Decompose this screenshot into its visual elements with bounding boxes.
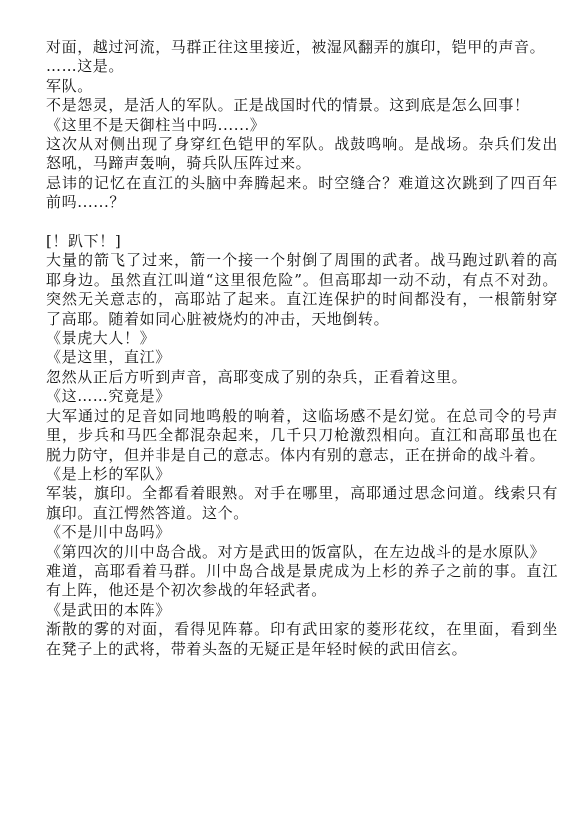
paragraph-21: 《是武田的本阵》 <box>46 600 171 619</box>
paragraph-19: 《第四次的川中岛合战。对方是武田的饭富队，在左边战斗的是水原队》 <box>46 542 546 561</box>
paragraph-20: 难道，高耶看着马群。川中岛合战是景虎成为上杉的养子之前的事。直江有上阵，他还是个初次参战的年轻武者。 <box>46 561 558 600</box>
paragraph-22: 渐散的雾的对面，看得见阵幕。印有武田家的菱形花纹，在里面，看到坐在凳子上的武将，带着头盔的无疑正是年轻时候的武田信玄。 <box>46 620 558 658</box>
paragraph-3: 军队。 <box>46 76 93 95</box>
paragraph-16: 《是上杉的军队》 <box>46 464 171 483</box>
paragraph-11: 《景虎大人！》 <box>46 329 156 348</box>
paragraph-7: 忌讳的记忆在直江的头脑中奔腾起来。时空缝合？难道这次跳到了四百年前吗......？ <box>46 173 558 212</box>
document-page <box>46 38 558 659</box>
paragraph-14: 《这……究竟是》 <box>46 387 171 406</box>
paragraph-2: ……这是。 <box>46 57 125 76</box>
blank-line <box>46 213 558 232</box>
paragraph-17: 军装，旗印。全都看着眼熟。对手在哪里，高耶通过思念问道。线索只有旗印。直江愕然答道。这个。 <box>46 484 558 522</box>
paragraph-9: [！趴下！] <box>46 232 122 251</box>
paragraph-1: 对面，越过河流，马群正往这里接近，被湿风翻弄的旗印，铠甲的声音。 <box>46 38 546 56</box>
paragraph-18: 《不是川中岛吗》 <box>46 523 171 542</box>
paragraph-6: 这次从对侧出现了身穿红色铠甲的军队。战鼓鸣响。是战场。杂兵们发出怒吼，马蹄声轰响，骑兵队压阵过来。 <box>46 135 558 173</box>
paragraph-10: 大量的箭飞了过来，箭一个接一个射倒了周围的武者。战马跑过趴着的高耶身边。虽然直江叫道“这里很危险”。但高耶却一动不动，有点不对劲。突然无关意志的，高耶站了起来。直江连保护的时间都没有，一根箭射穿了高耶。随着如同心脏被烧灼的冲击，天地倒转。 <box>46 251 558 328</box>
paragraph-4: 不是怨灵，是活人的军队。正是战国时代的情景。这到底是怎么回事！ <box>46 96 530 115</box>
paragraph-13: 忽然从正后方听到声音，高耶变成了别的杂兵，正看着这里。 <box>46 367 468 386</box>
paragraph-15: 大军通过的足音如同地鸣般的响着，这临场感不是幻觉。在总司令的号声里，步兵和马匹全都混杂起来，几千只刀枪激烈相向。直江和高耶虽也在脱力防守，但并非是自己的意志。体内有别的意志，正在拼命的战斗着。 <box>46 406 558 464</box>
paragraph-12: 《是这里，直江》 <box>46 348 171 367</box>
paragraph-5: 《这里不是天御柱当中吗......》 <box>46 115 266 134</box>
